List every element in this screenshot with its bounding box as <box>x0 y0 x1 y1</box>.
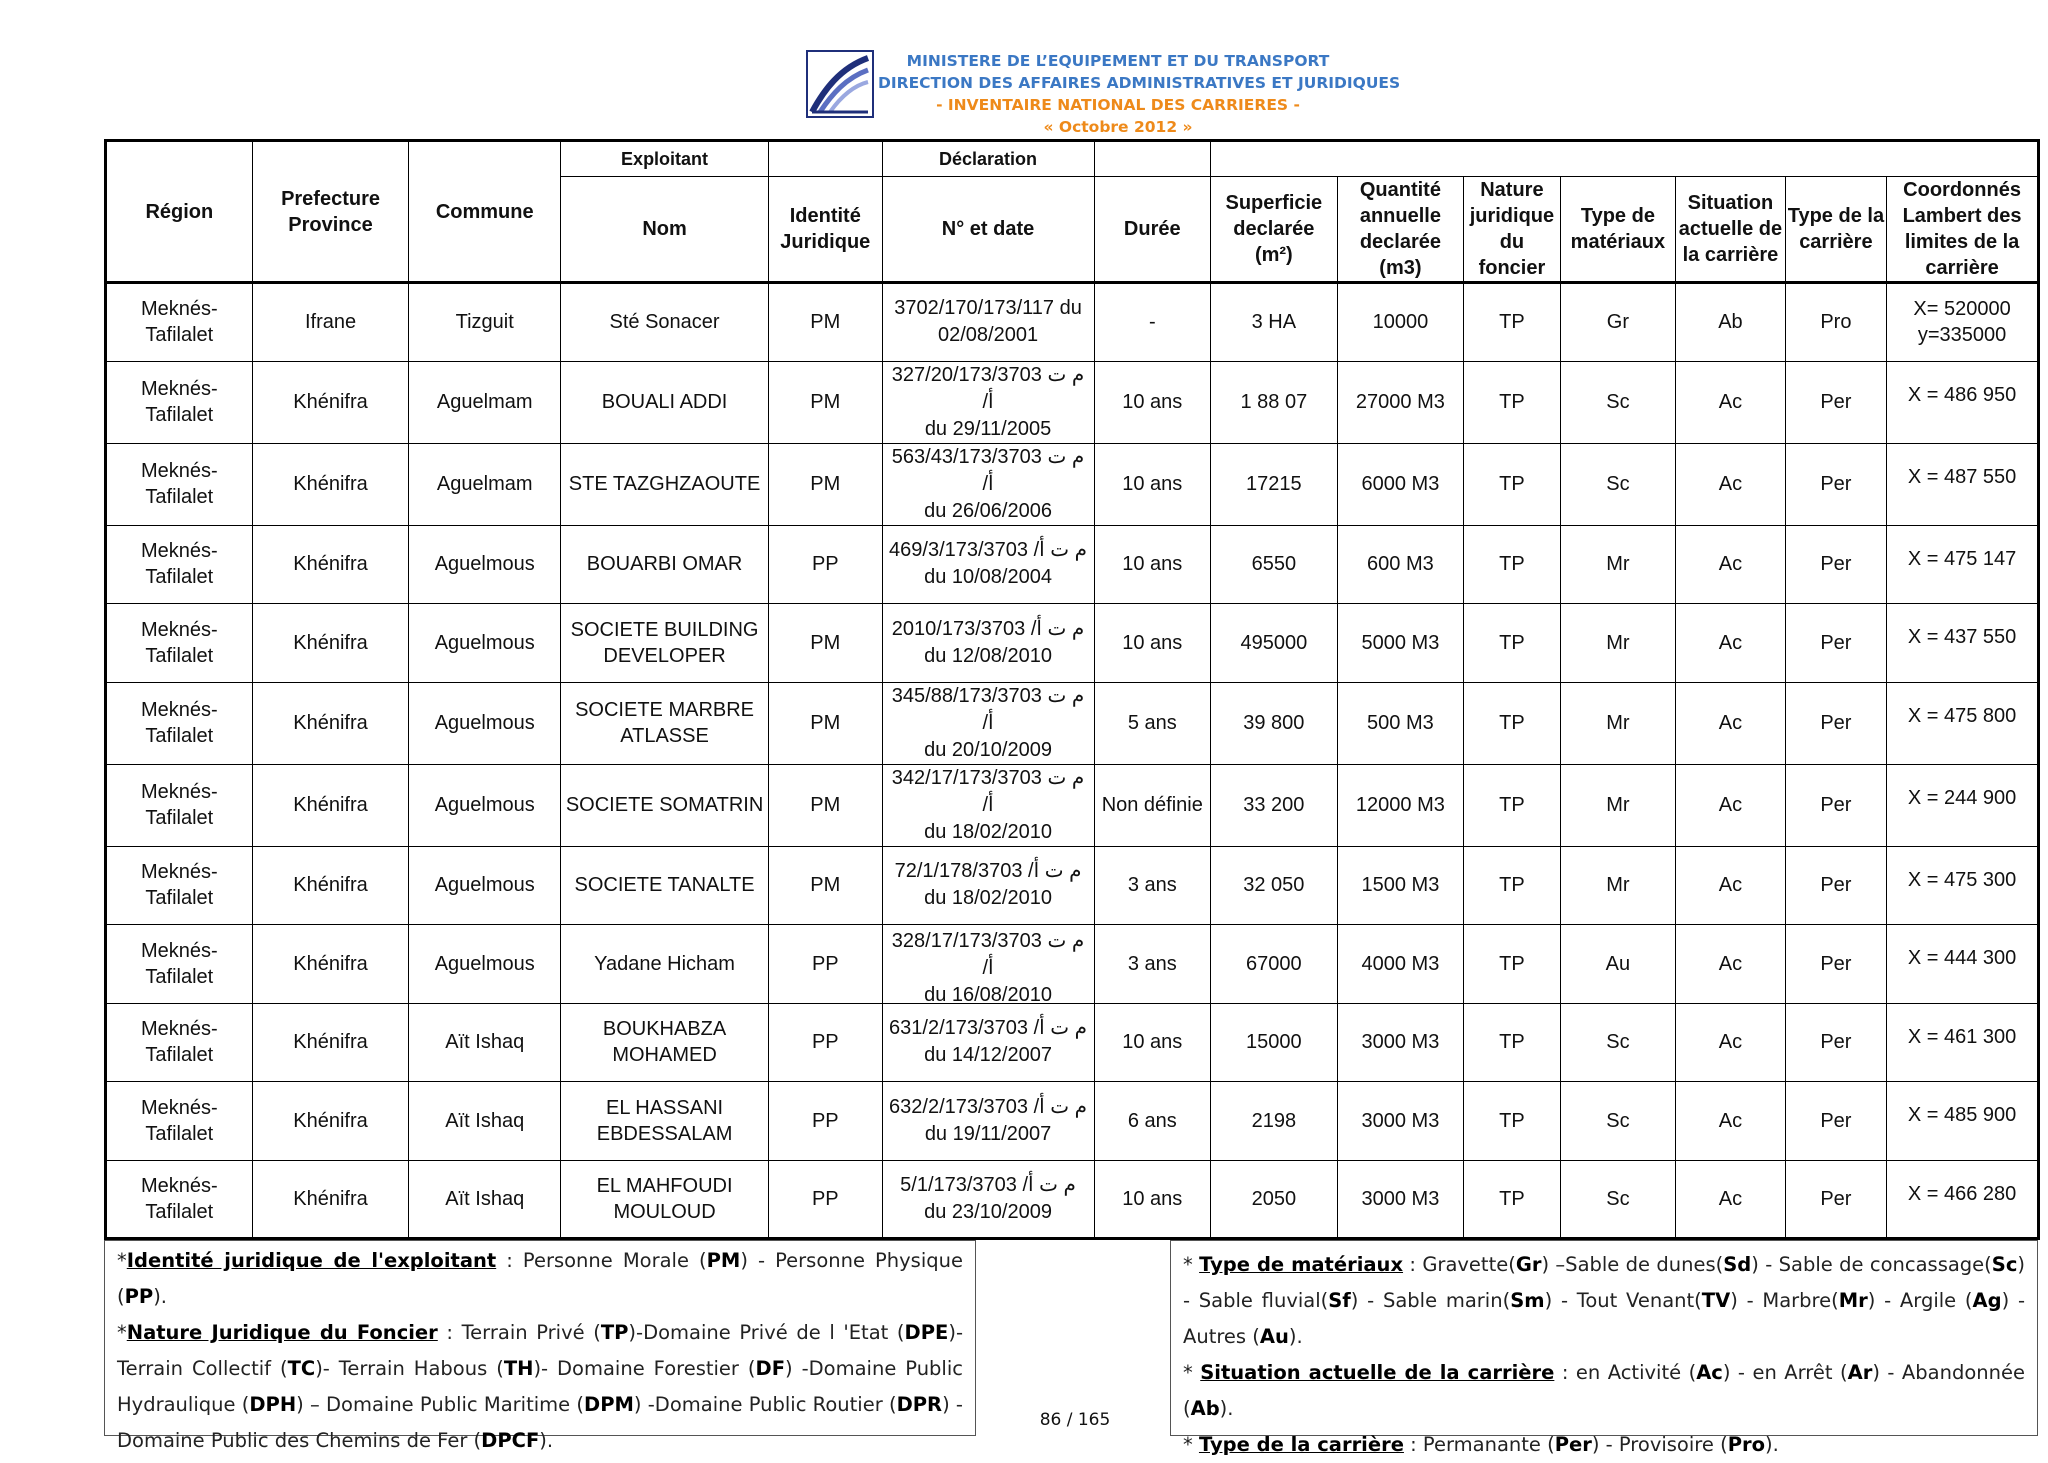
cell-type-materiaux: Mr <box>1560 682 1676 764</box>
col-header-superficie: Superficie declarée (m²) <box>1211 177 1338 283</box>
cell-numero-date: 3702/170/173/117 du 02/08/2001 <box>882 283 1094 362</box>
cell-nature: TP <box>1464 925 1560 1004</box>
cell-identite: PP <box>769 1082 883 1161</box>
cell-coordonnees: X = 244 900 <box>1887 764 2039 846</box>
cell-numero-date: 469/3/173/3703 م ت أ/ du 10/08/2004 <box>882 525 1094 604</box>
cell-nom: BOUARBI OMAR <box>561 525 769 604</box>
cell-region: Meknés-Tafilalet <box>106 764 253 846</box>
cell-region: Meknés-Tafilalet <box>106 1003 253 1082</box>
cell-superficie: 1 88 07 <box>1211 361 1338 443</box>
cell-commune: Aguelmam <box>409 443 561 525</box>
inventory-title: - INVENTAIRE NATIONAL DES CARRIERES - <box>936 96 1300 114</box>
cell-duree: - <box>1094 283 1211 362</box>
cell-type-carriere: Per <box>1785 604 1886 683</box>
cell-situation: Ac <box>1676 682 1786 764</box>
cell-coordonnees: X= 520000 y=335000 <box>1887 283 2039 362</box>
cell-commune: Aït Ishaq <box>409 1082 561 1161</box>
col-header-quantite: Quantité annuelle declarée (m3) <box>1337 177 1464 283</box>
cell-nature: TP <box>1464 682 1560 764</box>
cell-type-carriere: Per <box>1785 361 1886 443</box>
cell-prefecture: Khénifra <box>252 1003 409 1082</box>
cell-nature: TP <box>1464 283 1560 362</box>
table-row <box>106 525 2039 604</box>
cell-numero-date: 72/1/178/3703 م ت أ/ du 18/02/2010 <box>882 846 1094 925</box>
cell-type-carriere: Per <box>1785 525 1886 604</box>
col-header-region: Région <box>106 141 253 283</box>
cell-quantite: 10000 <box>1337 283 1464 362</box>
cell-type-carriere: Per <box>1785 1160 1886 1239</box>
page-number: 86 / 165 <box>1039 1410 1111 1430</box>
group-header-spacer <box>1094 141 1211 177</box>
cell-situation: Ac <box>1676 1082 1786 1161</box>
cell-prefecture: Khénifra <box>252 682 409 764</box>
cell-superficie: 2050 <box>1211 1160 1338 1239</box>
cell-situation: Ac <box>1676 443 1786 525</box>
legend-materiaux-situation-type: * Type de matériaux : Gravette(Gr) –Sable de dunes(Sd) - Sable de concassage(Sc) - Sable fluvial(Sf) - Sable marin(Sm) - Tout Venant(TV) - Marbre(Mr) - Argile (Ag) - Autres (Au). * Situation actuelle de la carrière : en Activité (Ac) - en Arrêt (Ar) - Abandonnée (Ab). * Type de la carrière : Permanante (Per) - Provisoire (Pro). <box>1170 1240 2038 1436</box>
cell-region: Meknés-Tafilalet <box>106 846 253 925</box>
cell-region: Meknés-Tafilalet <box>106 361 253 443</box>
cell-type-carriere: Per <box>1785 764 1886 846</box>
cell-prefecture: Khénifra <box>252 443 409 525</box>
cell-duree: 10 ans <box>1094 604 1211 683</box>
cell-prefecture: Khénifra <box>252 764 409 846</box>
col-header-prefecture: Prefecture Province <box>252 141 409 283</box>
direction-title: DIRECTION DES AFFAIRES ADMINISTRATIVES ET JURIDIQUES <box>878 74 1401 92</box>
table-row <box>106 846 2039 925</box>
table-body <box>106 283 2039 1239</box>
cell-type-carriere: Per <box>1785 1082 1886 1161</box>
cell-identite: PM <box>769 443 883 525</box>
cell-coordonnees: X = 487 550 <box>1887 443 2039 525</box>
cell-type-materiaux: Mr <box>1560 846 1676 925</box>
cell-nom: EL HASSANI EBDESSALAM <box>561 1082 769 1161</box>
cell-identite: PP <box>769 925 883 1004</box>
cell-region: Meknés-Tafilalet <box>106 525 253 604</box>
group-header-spacer <box>1211 141 2039 177</box>
table-row <box>106 1003 2039 1082</box>
cell-numero-date: 563/43/173/3703 م ت أ/ du 26/06/2006 <box>882 443 1094 525</box>
cell-identite: PM <box>769 682 883 764</box>
col-header-numero: N° et date <box>882 177 1094 283</box>
cell-commune: Aguelmous <box>409 525 561 604</box>
cell-type-carriere: Per <box>1785 1003 1886 1082</box>
table-row <box>106 682 2039 764</box>
cell-prefecture: Khénifra <box>252 925 409 1004</box>
cell-prefecture: Khénifra <box>252 1082 409 1161</box>
cell-prefecture: Khénifra <box>252 1160 409 1239</box>
cell-coordonnees: X = 461 300 <box>1887 1003 2039 1082</box>
cell-quantite: 3000 M3 <box>1337 1003 1464 1082</box>
cell-quantite: 4000 M3 <box>1337 925 1464 1004</box>
cell-nom: STE TAZGHZAOUTE <box>561 443 769 525</box>
group-header-exploitant: Exploitant <box>561 141 769 177</box>
cell-numero-date: 2010/173/3703 م ت أ/ du 12/08/2010 <box>882 604 1094 683</box>
document-header <box>0 0 2048 140</box>
cell-nature: TP <box>1464 604 1560 683</box>
cell-prefecture: Ifrane <box>252 283 409 362</box>
cell-numero-date: 631/2/173/3703 م ت أ/ du 14/12/2007 <box>882 1003 1094 1082</box>
cell-duree: 10 ans <box>1094 1003 1211 1082</box>
cell-commune: Aït Ishaq <box>409 1160 561 1239</box>
col-header-nature: Nature juridique du foncier <box>1464 177 1560 283</box>
table-row <box>106 604 2039 683</box>
cell-nom: BOUKHABZA MOHAMED <box>561 1003 769 1082</box>
cell-quantite: 12000 M3 <box>1337 764 1464 846</box>
cell-nom: SOCIETE SOMATRIN <box>561 764 769 846</box>
cell-type-materiaux: Gr <box>1560 283 1676 362</box>
cell-duree: 5 ans <box>1094 682 1211 764</box>
cell-duree: 10 ans <box>1094 443 1211 525</box>
table-row <box>106 764 2039 846</box>
cell-region: Meknés-Tafilalet <box>106 1082 253 1161</box>
cell-region: Meknés-Tafilalet <box>106 283 253 362</box>
cell-duree: 3 ans <box>1094 846 1211 925</box>
cell-identite: PM <box>769 283 883 362</box>
cell-nature: TP <box>1464 764 1560 846</box>
cell-coordonnees: X = 437 550 <box>1887 604 2039 683</box>
cell-identite: PM <box>769 361 883 443</box>
cell-nom: Yadane Hicham <box>561 925 769 1004</box>
col-header-identite: Identité Juridique <box>769 177 883 283</box>
table-row <box>106 925 2039 1004</box>
cell-prefecture: Khénifra <box>252 604 409 683</box>
cell-superficie: 15000 <box>1211 1003 1338 1082</box>
cell-type-materiaux: Sc <box>1560 1082 1676 1161</box>
cell-superficie: 33 200 <box>1211 764 1338 846</box>
cell-identite: PP <box>769 1003 883 1082</box>
cell-identite: PP <box>769 525 883 604</box>
cell-nature: TP <box>1464 361 1560 443</box>
cell-nom: BOUALI ADDI <box>561 361 769 443</box>
cell-region: Meknés-Tafilalet <box>106 682 253 764</box>
cell-situation: Ab <box>1676 283 1786 362</box>
cell-nature: TP <box>1464 443 1560 525</box>
cell-commune: Aguelmam <box>409 361 561 443</box>
cell-nature: TP <box>1464 1160 1560 1239</box>
cell-type-materiaux: Sc <box>1560 1003 1676 1082</box>
cell-numero-date: 345/88/173/3703 م ت أ/ du 20/10/2009 <box>882 682 1094 764</box>
cell-superficie: 32 050 <box>1211 846 1338 925</box>
cell-situation: Ac <box>1676 604 1786 683</box>
table-row <box>106 443 2039 525</box>
cell-type-materiaux: Mr <box>1560 764 1676 846</box>
cell-type-materiaux: Mr <box>1560 525 1676 604</box>
cell-situation: Ac <box>1676 1160 1786 1239</box>
cell-region: Meknés-Tafilalet <box>106 1160 253 1239</box>
cell-coordonnees: X = 475 147 <box>1887 525 2039 604</box>
cell-coordonnees: X = 486 950 <box>1887 361 2039 443</box>
legend-identite-nature: *Identité juridique de l'exploitant : Personne Morale (PM) - Personne Physique (PP). *Nature Juridique du Foncier : Terrain Privé (TP)-Domaine Privé de l 'Etat (DPE)- Terrain Collectif (TC)- Terrain Habous (TH)- Domaine Forestier (DF) -Domaine Public Hydraulique (DPH) – Domaine Public Maritime (DPM) -Domaine Public Routier (DPR) - Domaine Public des Chemins de Fer (DPCF). <box>104 1240 976 1436</box>
quarry-inventory-table <box>104 139 2040 1240</box>
cell-superficie: 2198 <box>1211 1082 1338 1161</box>
cell-coordonnees: X = 485 900 <box>1887 1082 2039 1161</box>
cell-situation: Ac <box>1676 846 1786 925</box>
col-header-duree: Durée <box>1094 177 1211 283</box>
cell-type-carriere: Pro <box>1785 283 1886 362</box>
cell-type-materiaux: Mr <box>1560 604 1676 683</box>
cell-duree: 10 ans <box>1094 1160 1211 1239</box>
cell-nature: TP <box>1464 846 1560 925</box>
ministry-title: MINISTERE DE L’EQUIPEMENT ET DU TRANSPORT <box>906 52 1330 70</box>
col-header-situation: Situation actuelle de la carrière <box>1676 177 1786 283</box>
cell-commune: Aguelmous <box>409 764 561 846</box>
cell-commune: Aguelmous <box>409 682 561 764</box>
group-header-declaration: Déclaration <box>882 141 1094 177</box>
cell-prefecture: Khénifra <box>252 846 409 925</box>
cell-coordonnees: X = 444 300 <box>1887 925 2039 1004</box>
cell-duree: Non définie <box>1094 764 1211 846</box>
cell-type-materiaux: Sc <box>1560 361 1676 443</box>
cell-coordonnees: X = 475 300 <box>1887 846 2039 925</box>
inventory-date: « Octobre 2012 » <box>1043 118 1193 136</box>
cell-quantite: 600 M3 <box>1337 525 1464 604</box>
cell-situation: Ac <box>1676 1003 1786 1082</box>
cell-identite: PM <box>769 604 883 683</box>
cell-quantite: 6000 M3 <box>1337 443 1464 525</box>
cell-numero-date: 328/17/173/3703 م ت أ/ du 16/08/2010 <box>882 925 1094 1004</box>
cell-region: Meknés-Tafilalet <box>106 604 253 683</box>
cell-situation: Ac <box>1676 525 1786 604</box>
cell-commune: Aguelmous <box>409 604 561 683</box>
cell-quantite: 1500 M3 <box>1337 846 1464 925</box>
cell-quantite: 27000 M3 <box>1337 361 1464 443</box>
cell-superficie: 6550 <box>1211 525 1338 604</box>
cell-type-carriere: Per <box>1785 846 1886 925</box>
cell-situation: Ac <box>1676 361 1786 443</box>
cell-identite: PP <box>769 1160 883 1239</box>
table-row <box>106 283 2039 362</box>
cell-region: Meknés-Tafilalet <box>106 925 253 1004</box>
cell-commune: Aït Ishaq <box>409 1003 561 1082</box>
cell-commune: Tizguit <box>409 283 561 362</box>
cell-type-carriere: Per <box>1785 682 1886 764</box>
cell-identite: PM <box>769 846 883 925</box>
col-header-type-materiaux: Type de matériaux <box>1560 177 1676 283</box>
cell-nom: EL MAHFOUDI MOULOUD <box>561 1160 769 1239</box>
cell-duree: 3 ans <box>1094 925 1211 1004</box>
cell-quantite: 3000 M3 <box>1337 1160 1464 1239</box>
cell-identite: PM <box>769 764 883 846</box>
cell-quantite: 5000 M3 <box>1337 604 1464 683</box>
cell-nature: TP <box>1464 1082 1560 1161</box>
col-header-type-carriere: Type de la carrière <box>1785 177 1886 283</box>
cell-duree: 10 ans <box>1094 525 1211 604</box>
cell-commune: Aguelmous <box>409 925 561 1004</box>
cell-coordonnees: X = 475 800 <box>1887 682 2039 764</box>
cell-superficie: 17215 <box>1211 443 1338 525</box>
col-header-commune: Commune <box>409 141 561 283</box>
cell-situation: Ac <box>1676 764 1786 846</box>
cell-prefecture: Khénifra <box>252 361 409 443</box>
cell-type-materiaux: Au <box>1560 925 1676 1004</box>
cell-numero-date: 632/2/173/3703 م ت أ/ du 19/11/2007 <box>882 1082 1094 1161</box>
cell-nom: SOCIETE MARBRE ATLASSE <box>561 682 769 764</box>
cell-nature: TP <box>1464 1003 1560 1082</box>
cell-commune: Aguelmous <box>409 846 561 925</box>
cell-prefecture: Khénifra <box>252 525 409 604</box>
cell-nature: TP <box>1464 525 1560 604</box>
cell-superficie: 67000 <box>1211 925 1338 1004</box>
cell-type-carriere: Per <box>1785 925 1886 1004</box>
ministry-logo-icon <box>806 50 874 118</box>
cell-nom: SOCIETE BUILDING DEVELOPER <box>561 604 769 683</box>
cell-type-materiaux: Sc <box>1560 443 1676 525</box>
cell-quantite: 500 M3 <box>1337 682 1464 764</box>
cell-superficie: 39 800 <box>1211 682 1338 764</box>
cell-situation: Ac <box>1676 925 1786 1004</box>
cell-numero-date: 327/20/173/3703 م ت أ/ du 29/11/2005 <box>882 361 1094 443</box>
cell-superficie: 3 HA <box>1211 283 1338 362</box>
cell-numero-date: 5/1/173/3703 م ت أ/ du 23/10/2009 <box>882 1160 1094 1239</box>
cell-region: Meknés-Tafilalet <box>106 443 253 525</box>
table-row <box>106 1082 2039 1161</box>
cell-duree: 10 ans <box>1094 361 1211 443</box>
cell-superficie: 495000 <box>1211 604 1338 683</box>
cell-nom: SOCIETE TANALTE <box>561 846 769 925</box>
col-header-coordonnees: Coordonnés Lambert des limites de la carrière <box>1887 177 2039 283</box>
cell-duree: 6 ans <box>1094 1082 1211 1161</box>
table-row <box>106 1160 2039 1239</box>
group-header-spacer <box>769 141 883 177</box>
cell-coordonnees: X = 466 280 <box>1887 1160 2039 1239</box>
table-row <box>106 361 2039 443</box>
cell-numero-date: 342/17/173/3703 م ت أ/ du 18/02/2010 <box>882 764 1094 846</box>
cell-type-carriere: Per <box>1785 443 1886 525</box>
cell-type-materiaux: Sc <box>1560 1160 1676 1239</box>
col-header-nom: Nom <box>561 177 769 283</box>
cell-nom: Sté Sonacer <box>561 283 769 362</box>
cell-quantite: 3000 M3 <box>1337 1082 1464 1161</box>
